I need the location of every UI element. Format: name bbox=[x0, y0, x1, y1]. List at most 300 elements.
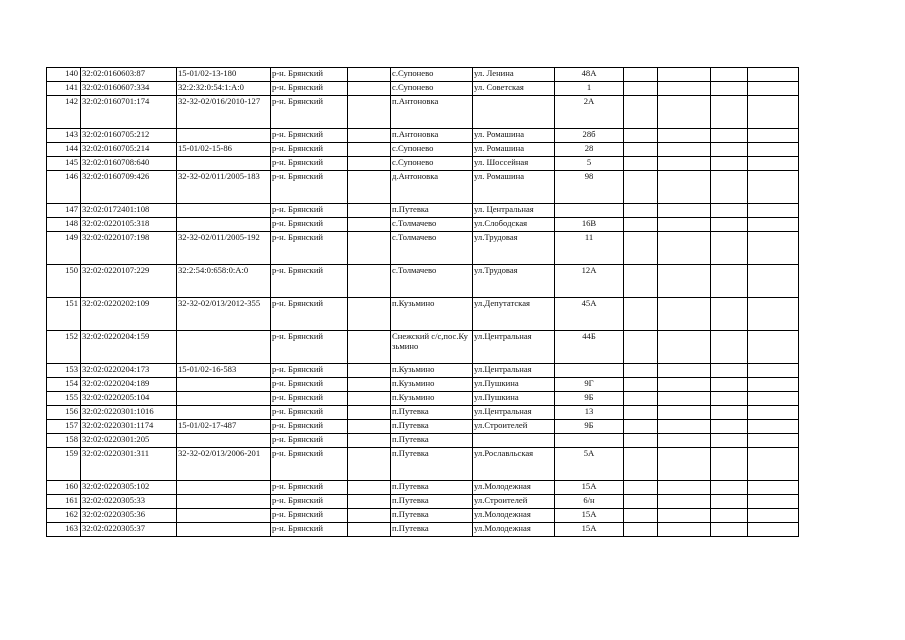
empty-cell bbox=[748, 434, 799, 448]
empty-cell bbox=[348, 157, 391, 171]
row-number: 144 bbox=[47, 143, 81, 157]
empty-cell bbox=[658, 420, 711, 434]
district: р-н. Брянский bbox=[271, 204, 348, 218]
empty-cell bbox=[748, 392, 799, 406]
empty-cell bbox=[624, 481, 658, 495]
district: р-н. Брянский bbox=[271, 171, 348, 204]
cadastral-number: 32:02:0160603:87 bbox=[81, 68, 177, 82]
table-row bbox=[47, 218, 799, 232]
district: р-н. Брянский bbox=[271, 420, 348, 434]
cadastral-number: 32:02:0220301:205 bbox=[81, 434, 177, 448]
locality: с.Толмачево bbox=[391, 265, 473, 298]
district: р-н. Брянский bbox=[271, 68, 348, 82]
empty-cell bbox=[711, 204, 748, 218]
street: ул.Молодежная bbox=[473, 509, 555, 523]
locality: п.Путевка bbox=[391, 481, 473, 495]
district: р-н. Брянский bbox=[271, 378, 348, 392]
registration-number bbox=[177, 331, 271, 364]
empty-cell bbox=[348, 143, 391, 157]
row-number: 155 bbox=[47, 392, 81, 406]
empty-cell bbox=[658, 331, 711, 364]
registration-number bbox=[177, 481, 271, 495]
empty-cell bbox=[748, 68, 799, 82]
district: р-н. Брянский bbox=[271, 495, 348, 509]
row-number: 152 bbox=[47, 331, 81, 364]
house-number: 28б bbox=[555, 129, 624, 143]
empty-cell bbox=[748, 232, 799, 265]
district: р-н. Брянский bbox=[271, 392, 348, 406]
empty-cell bbox=[658, 495, 711, 509]
street: ул. Ромашина bbox=[473, 143, 555, 157]
empty-cell bbox=[711, 218, 748, 232]
row-number: 158 bbox=[47, 434, 81, 448]
row-number: 154 bbox=[47, 378, 81, 392]
empty-cell bbox=[658, 232, 711, 265]
registration-number bbox=[177, 406, 271, 420]
registration-number: 32:2:32:0:54:1:А:0 bbox=[177, 82, 271, 96]
cadastral-number: 32:02:0220107:229 bbox=[81, 265, 177, 298]
district: р-н. Брянский bbox=[271, 509, 348, 523]
empty-cell bbox=[658, 68, 711, 82]
row-number: 156 bbox=[47, 406, 81, 420]
empty-cell bbox=[748, 204, 799, 218]
cadastral-number: 32:02:0220107:198 bbox=[81, 232, 177, 265]
empty-cell bbox=[624, 82, 658, 96]
row-number: 159 bbox=[47, 448, 81, 481]
house-number: 12А bbox=[555, 265, 624, 298]
row-number: 151 bbox=[47, 298, 81, 331]
empty-cell bbox=[624, 495, 658, 509]
registration-number bbox=[177, 218, 271, 232]
locality: с.Супонево bbox=[391, 68, 473, 82]
table-row bbox=[47, 448, 799, 481]
table-row bbox=[47, 331, 799, 364]
table-row bbox=[47, 420, 799, 434]
table-row bbox=[47, 392, 799, 406]
street: ул. Ромашина bbox=[473, 171, 555, 204]
row-number: 142 bbox=[47, 96, 81, 129]
registration-number: 15-01/02-13-180 bbox=[177, 68, 271, 82]
empty-cell bbox=[658, 406, 711, 420]
empty-cell bbox=[658, 448, 711, 481]
empty-cell bbox=[624, 378, 658, 392]
cadastral-number: 32:02:0220202:109 bbox=[81, 298, 177, 331]
empty-cell bbox=[348, 204, 391, 218]
cadastral-number: 32:02:0160701:174 bbox=[81, 96, 177, 129]
empty-cell bbox=[348, 96, 391, 129]
empty-cell bbox=[748, 82, 799, 96]
registration-number bbox=[177, 434, 271, 448]
empty-cell bbox=[748, 331, 799, 364]
empty-cell bbox=[748, 143, 799, 157]
cadastral-number: 32:02:0160708:640 bbox=[81, 157, 177, 171]
district: р-н. Брянский bbox=[271, 232, 348, 265]
empty-cell bbox=[748, 420, 799, 434]
empty-cell bbox=[658, 523, 711, 537]
empty-cell bbox=[624, 232, 658, 265]
row-number: 157 bbox=[47, 420, 81, 434]
table-row bbox=[47, 378, 799, 392]
street bbox=[473, 96, 555, 129]
locality: п.Антоновка bbox=[391, 96, 473, 129]
street: ул.Депутатская bbox=[473, 298, 555, 331]
empty-cell bbox=[658, 157, 711, 171]
row-number: 150 bbox=[47, 265, 81, 298]
table-row bbox=[47, 157, 799, 171]
empty-cell bbox=[348, 218, 391, 232]
cadastral-number: 32:02:0220204:159 bbox=[81, 331, 177, 364]
empty-cell bbox=[624, 129, 658, 143]
street: ул.Трудовая bbox=[473, 232, 555, 265]
registration-number bbox=[177, 523, 271, 537]
table-row bbox=[47, 509, 799, 523]
registration-number: 32-32-02/013/2006-201 bbox=[177, 448, 271, 481]
row-number: 149 bbox=[47, 232, 81, 265]
empty-cell bbox=[658, 143, 711, 157]
empty-cell bbox=[348, 406, 391, 420]
empty-cell bbox=[748, 448, 799, 481]
empty-cell bbox=[658, 364, 711, 378]
district: р-н. Брянский bbox=[271, 82, 348, 96]
district: р-н. Брянский bbox=[271, 481, 348, 495]
cadastral-number: 32:02:0160705:214 bbox=[81, 143, 177, 157]
district: р-н. Брянский bbox=[271, 331, 348, 364]
empty-cell bbox=[348, 448, 391, 481]
district: р-н. Брянский bbox=[271, 406, 348, 420]
house-number: 9Б bbox=[555, 392, 624, 406]
empty-cell bbox=[658, 82, 711, 96]
street: ул.Молодежная bbox=[473, 523, 555, 537]
house-number: 9Б bbox=[555, 420, 624, 434]
locality: п.Кузьмино bbox=[391, 364, 473, 378]
row-number: 148 bbox=[47, 218, 81, 232]
empty-cell bbox=[748, 378, 799, 392]
table-row bbox=[47, 82, 799, 96]
empty-cell bbox=[711, 143, 748, 157]
locality: с.Супонево bbox=[391, 143, 473, 157]
empty-cell bbox=[711, 448, 748, 481]
empty-cell bbox=[711, 265, 748, 298]
empty-cell bbox=[711, 420, 748, 434]
empty-cell bbox=[348, 434, 391, 448]
empty-cell bbox=[711, 331, 748, 364]
street: ул.Центральная bbox=[473, 331, 555, 364]
empty-cell bbox=[711, 495, 748, 509]
row-number: 140 bbox=[47, 68, 81, 82]
registration-number: 15-01/02-16-583 bbox=[177, 364, 271, 378]
empty-cell bbox=[348, 129, 391, 143]
registration-number bbox=[177, 392, 271, 406]
registration-number: 32-32-02/016/2010-127 bbox=[177, 96, 271, 129]
empty-cell bbox=[348, 68, 391, 82]
empty-cell bbox=[748, 129, 799, 143]
empty-cell bbox=[348, 232, 391, 265]
empty-cell bbox=[748, 509, 799, 523]
house-number: 5 bbox=[555, 157, 624, 171]
empty-cell bbox=[711, 392, 748, 406]
table-row bbox=[47, 96, 799, 129]
registration-number: 32:2:54:0:658:0:А:0 bbox=[177, 265, 271, 298]
table-row bbox=[47, 265, 799, 298]
street: ул.Центральная bbox=[473, 406, 555, 420]
cadastral-number: 32:02:0220305:36 bbox=[81, 509, 177, 523]
empty-cell bbox=[658, 434, 711, 448]
empty-cell bbox=[624, 523, 658, 537]
empty-cell bbox=[624, 448, 658, 481]
table-row bbox=[47, 143, 799, 157]
empty-cell bbox=[658, 129, 711, 143]
empty-cell bbox=[658, 392, 711, 406]
empty-cell bbox=[748, 157, 799, 171]
empty-cell bbox=[748, 218, 799, 232]
street: ул. Центральная bbox=[473, 204, 555, 218]
street: ул.Строителей bbox=[473, 420, 555, 434]
row-number: 163 bbox=[47, 523, 81, 537]
locality: с.Толмачево bbox=[391, 218, 473, 232]
locality: п.Антоновка bbox=[391, 129, 473, 143]
table-row bbox=[47, 481, 799, 495]
row-number: 161 bbox=[47, 495, 81, 509]
locality: п.Путевка bbox=[391, 204, 473, 218]
empty-cell bbox=[348, 509, 391, 523]
empty-cell bbox=[624, 218, 658, 232]
registration-number bbox=[177, 157, 271, 171]
registration-number bbox=[177, 495, 271, 509]
house-number: 5А bbox=[555, 448, 624, 481]
empty-cell bbox=[658, 481, 711, 495]
empty-cell bbox=[624, 406, 658, 420]
locality: с.Супонево bbox=[391, 157, 473, 171]
table-row bbox=[47, 232, 799, 265]
empty-cell bbox=[711, 68, 748, 82]
house-number: 1 bbox=[555, 82, 624, 96]
house-number: 15А bbox=[555, 523, 624, 537]
district: р-н. Брянский bbox=[271, 265, 348, 298]
house-number bbox=[555, 364, 624, 378]
empty-cell bbox=[624, 434, 658, 448]
street: ул. Ленина bbox=[473, 68, 555, 82]
street: ул.Трудовая bbox=[473, 265, 555, 298]
district: р-н. Брянский bbox=[271, 364, 348, 378]
empty-cell bbox=[624, 331, 658, 364]
street: ул.Строителей bbox=[473, 495, 555, 509]
empty-cell bbox=[711, 406, 748, 420]
locality: п.Путевка bbox=[391, 448, 473, 481]
empty-cell bbox=[658, 298, 711, 331]
cadastral-number: 32:02:0220305:33 bbox=[81, 495, 177, 509]
empty-cell bbox=[348, 298, 391, 331]
registration-number: 15-01/02-15-86 bbox=[177, 143, 271, 157]
empty-cell bbox=[348, 171, 391, 204]
empty-cell bbox=[748, 495, 799, 509]
house-number: 13 bbox=[555, 406, 624, 420]
empty-cell bbox=[748, 96, 799, 129]
house-number: 15А bbox=[555, 481, 624, 495]
table-row bbox=[47, 434, 799, 448]
street: ул.Рославльская bbox=[473, 448, 555, 481]
empty-cell bbox=[748, 171, 799, 204]
district: р-н. Брянский bbox=[271, 298, 348, 331]
cadastral-number: 32:02:0220205:104 bbox=[81, 392, 177, 406]
street: ул.Центральная bbox=[473, 364, 555, 378]
empty-cell bbox=[748, 364, 799, 378]
empty-cell bbox=[348, 420, 391, 434]
empty-cell bbox=[748, 265, 799, 298]
empty-cell bbox=[711, 509, 748, 523]
row-number: 141 bbox=[47, 82, 81, 96]
row-number: 147 bbox=[47, 204, 81, 218]
empty-cell bbox=[748, 523, 799, 537]
street: ул. Ромашина bbox=[473, 129, 555, 143]
row-number: 146 bbox=[47, 171, 81, 204]
district: р-н. Брянский bbox=[271, 523, 348, 537]
empty-cell bbox=[711, 157, 748, 171]
empty-cell bbox=[748, 406, 799, 420]
locality: с.Супонево bbox=[391, 82, 473, 96]
cadastral-table bbox=[46, 67, 799, 537]
cadastral-number: 32:02:0220204:173 bbox=[81, 364, 177, 378]
empty-cell bbox=[348, 523, 391, 537]
table-row bbox=[47, 406, 799, 420]
empty-cell bbox=[624, 143, 658, 157]
empty-cell bbox=[711, 232, 748, 265]
empty-cell bbox=[658, 265, 711, 298]
registration-number bbox=[177, 129, 271, 143]
district: р-н. Брянский bbox=[271, 218, 348, 232]
table-row bbox=[47, 68, 799, 82]
empty-cell bbox=[711, 298, 748, 331]
table-row bbox=[47, 495, 799, 509]
empty-cell bbox=[711, 481, 748, 495]
locality: п.Кузьмино bbox=[391, 298, 473, 331]
empty-cell bbox=[624, 509, 658, 523]
district: р-н. Брянский bbox=[271, 434, 348, 448]
empty-cell bbox=[624, 171, 658, 204]
empty-cell bbox=[658, 204, 711, 218]
house-number: 16В bbox=[555, 218, 624, 232]
table-row bbox=[47, 298, 799, 331]
locality: п.Путевка bbox=[391, 420, 473, 434]
table-row bbox=[47, 204, 799, 218]
house-number: 6/н bbox=[555, 495, 624, 509]
empty-cell bbox=[624, 364, 658, 378]
cadastral-number: 32:02:0220204:189 bbox=[81, 378, 177, 392]
table-row bbox=[47, 364, 799, 378]
house-number bbox=[555, 434, 624, 448]
house-number: 9Г bbox=[555, 378, 624, 392]
locality: п.Путевка bbox=[391, 406, 473, 420]
row-number: 162 bbox=[47, 509, 81, 523]
locality: п.Кузьмино bbox=[391, 392, 473, 406]
empty-cell bbox=[348, 82, 391, 96]
street: ул. Советская bbox=[473, 82, 555, 96]
cadastral-number: 32:02:0220301:311 bbox=[81, 448, 177, 481]
district: р-н. Брянский bbox=[271, 448, 348, 481]
registration-number: 32-32-02/011/2005-192 bbox=[177, 232, 271, 265]
empty-cell bbox=[348, 331, 391, 364]
cadastral-number: 32:02:0220305:37 bbox=[81, 523, 177, 537]
row-number: 143 bbox=[47, 129, 81, 143]
house-number: 2А bbox=[555, 96, 624, 129]
house-number: 45А bbox=[555, 298, 624, 331]
empty-cell bbox=[624, 157, 658, 171]
empty-cell bbox=[624, 298, 658, 331]
empty-cell bbox=[658, 378, 711, 392]
locality: п.Кузьмино bbox=[391, 378, 473, 392]
empty-cell bbox=[711, 378, 748, 392]
locality: д.Антоновка bbox=[391, 171, 473, 204]
empty-cell bbox=[624, 392, 658, 406]
registration-number: 15-01/02-17-487 bbox=[177, 420, 271, 434]
empty-cell bbox=[348, 378, 391, 392]
empty-cell bbox=[624, 204, 658, 218]
cadastral-number: 32:02:0160705:212 bbox=[81, 129, 177, 143]
empty-cell bbox=[624, 68, 658, 82]
empty-cell bbox=[624, 420, 658, 434]
empty-cell bbox=[348, 495, 391, 509]
house-number: 98 bbox=[555, 171, 624, 204]
empty-cell bbox=[711, 82, 748, 96]
row-number: 145 bbox=[47, 157, 81, 171]
row-number: 160 bbox=[47, 481, 81, 495]
empty-cell bbox=[748, 298, 799, 331]
cadastral-number: 32:02:0160709:426 bbox=[81, 171, 177, 204]
empty-cell bbox=[624, 96, 658, 129]
empty-cell bbox=[624, 265, 658, 298]
cadastral-number: 32:02:0220301:1174 bbox=[81, 420, 177, 434]
empty-cell bbox=[748, 481, 799, 495]
registration-number: 32-32-02/011/2005-183 bbox=[177, 171, 271, 204]
empty-cell bbox=[711, 129, 748, 143]
empty-cell bbox=[348, 265, 391, 298]
locality: п.Путевка bbox=[391, 509, 473, 523]
house-number: 15А bbox=[555, 509, 624, 523]
street: ул.Пушкина bbox=[473, 392, 555, 406]
cadastral-number: 32:02:0172401:108 bbox=[81, 204, 177, 218]
empty-cell bbox=[348, 392, 391, 406]
house-number bbox=[555, 204, 624, 218]
empty-cell bbox=[711, 171, 748, 204]
house-number: 11 bbox=[555, 232, 624, 265]
empty-cell bbox=[658, 218, 711, 232]
cadastral-number: 32:02:0160607:334 bbox=[81, 82, 177, 96]
street: ул. Шоссейная bbox=[473, 157, 555, 171]
empty-cell bbox=[348, 481, 391, 495]
locality: Снежский с/с,пос.Кузьмино bbox=[391, 331, 473, 364]
house-number: 28 bbox=[555, 143, 624, 157]
locality: п.Путевка bbox=[391, 495, 473, 509]
empty-cell bbox=[658, 96, 711, 129]
district: р-н. Брянский bbox=[271, 129, 348, 143]
street: ул.Пушкина bbox=[473, 378, 555, 392]
empty-cell bbox=[711, 96, 748, 129]
house-number: 44Б bbox=[555, 331, 624, 364]
district: р-н. Брянский bbox=[271, 96, 348, 129]
cadastral-number: 32:02:0220105:318 bbox=[81, 218, 177, 232]
registration-number bbox=[177, 378, 271, 392]
street: ул.Молодежная bbox=[473, 481, 555, 495]
house-number: 48А bbox=[555, 68, 624, 82]
empty-cell bbox=[658, 171, 711, 204]
empty-cell bbox=[711, 523, 748, 537]
street bbox=[473, 434, 555, 448]
registration-number: 32-32-02/013/2012-355 bbox=[177, 298, 271, 331]
table-row bbox=[47, 171, 799, 204]
street: ул.Слободская bbox=[473, 218, 555, 232]
row-number: 153 bbox=[47, 364, 81, 378]
table-row bbox=[47, 129, 799, 143]
locality: п.Путевка bbox=[391, 523, 473, 537]
